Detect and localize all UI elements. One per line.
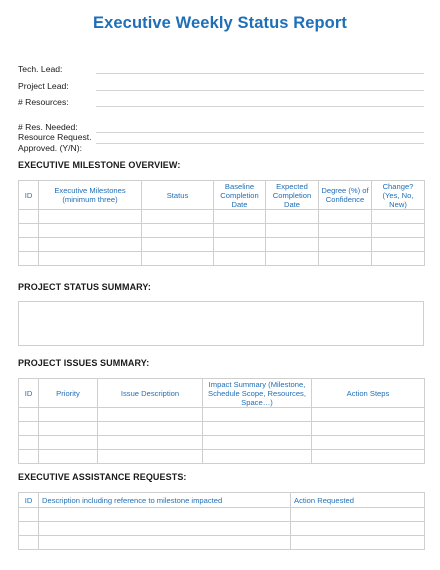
table-cell[interactable] <box>291 508 425 522</box>
table-cell[interactable] <box>98 436 203 450</box>
milestone-col-change: Change? (Yes, No, New) <box>372 181 425 210</box>
issues-table <box>18 378 425 464</box>
assistance-col-description: Description including reference to milestone impacted <box>39 493 291 508</box>
table-cell[interactable] <box>19 210 39 224</box>
table-cell[interactable] <box>19 408 39 422</box>
res-needed-field[interactable] <box>18 121 424 153</box>
issues-heading: PROJECT ISSUES SUMMARY: <box>18 358 150 368</box>
table-row[interactable] <box>19 422 425 436</box>
tech-lead-field[interactable] <box>18 62 424 79</box>
res-needed-spacer <box>18 112 424 122</box>
table-cell[interactable] <box>19 436 39 450</box>
table-cell[interactable] <box>19 508 39 522</box>
table-cell[interactable] <box>19 450 39 464</box>
table-cell[interactable] <box>203 422 312 436</box>
tech-lead-label: Tech. Lead: <box>18 64 63 74</box>
table-cell[interactable] <box>266 210 319 224</box>
table-cell[interactable] <box>319 238 372 252</box>
table-row[interactable] <box>19 536 425 550</box>
table-cell[interactable] <box>98 408 203 422</box>
table-cell[interactable] <box>142 210 214 224</box>
issues-header-row <box>19 379 425 408</box>
res-needed-line[interactable] <box>96 132 424 133</box>
table-cell[interactable] <box>372 238 425 252</box>
resources-label: # Resources: <box>18 97 69 107</box>
table-cell[interactable] <box>39 450 98 464</box>
table-cell[interactable] <box>319 224 372 238</box>
issues-col-id: ID <box>19 379 39 408</box>
table-row[interactable] <box>19 508 425 522</box>
table-cell[interactable] <box>39 522 291 536</box>
table-cell[interactable] <box>19 536 39 550</box>
table-cell[interactable] <box>319 210 372 224</box>
table-row[interactable] <box>19 238 425 252</box>
table-cell[interactable] <box>312 450 425 464</box>
resources-line[interactable] <box>96 106 424 107</box>
table-cell[interactable] <box>203 408 312 422</box>
milestone-table <box>18 180 425 266</box>
table-cell[interactable] <box>19 224 39 238</box>
table-cell[interactable] <box>266 238 319 252</box>
assistance-heading: EXECUTIVE ASSISTANCE REQUESTS: <box>18 472 187 482</box>
table-cell[interactable] <box>98 422 203 436</box>
table-cell[interactable] <box>214 224 266 238</box>
status-summary-heading: PROJECT STATUS SUMMARY: <box>18 282 151 292</box>
milestone-col-name: Executive Milestones (minimum three) <box>39 181 142 210</box>
table-cell[interactable] <box>291 536 425 550</box>
milestone-heading: EXECUTIVE MILESTONE OVERVIEW: <box>18 160 181 170</box>
milestone-col-baseline: Baseline Completion Date <box>214 181 266 210</box>
table-cell[interactable] <box>39 238 142 252</box>
status-summary-box[interactable] <box>18 301 424 346</box>
tech-lead-line[interactable] <box>96 73 424 74</box>
table-cell[interactable] <box>19 522 39 536</box>
table-cell[interactable] <box>312 408 425 422</box>
table-cell[interactable] <box>214 252 266 266</box>
issues-col-actions: Action Steps <box>312 379 425 408</box>
res-needed-label-text: # Res. Needed: <box>18 121 78 132</box>
table-cell[interactable] <box>19 238 39 252</box>
project-lead-label: Project Lead: <box>18 80 69 91</box>
res-needed-label <box>18 122 92 154</box>
assistance-table <box>18 492 425 550</box>
assistance-col-id: ID <box>19 493 39 508</box>
table-cell[interactable] <box>214 210 266 224</box>
assistance-header-row <box>19 493 425 508</box>
milestone-col-confidence: Degree (%) of Confidence <box>319 181 372 210</box>
table-cell[interactable] <box>39 408 98 422</box>
table-cell[interactable] <box>39 508 291 522</box>
table-cell[interactable] <box>291 522 425 536</box>
table-row[interactable] <box>19 522 425 536</box>
table-row[interactable] <box>19 450 425 464</box>
resource-request-line[interactable] <box>96 143 424 144</box>
table-cell[interactable] <box>39 252 142 266</box>
table-cell[interactable] <box>312 422 425 436</box>
table-cell[interactable] <box>39 536 291 550</box>
table-cell[interactable] <box>214 238 266 252</box>
issues-col-impact: Impact Summary (Milestone, Schedule Scope, Resources, Space…) <box>203 379 312 408</box>
project-lead-line[interactable] <box>96 90 424 91</box>
milestone-col-id: ID <box>19 181 39 210</box>
table-cell[interactable] <box>142 224 214 238</box>
table-row[interactable] <box>19 408 425 422</box>
table-cell[interactable] <box>39 224 142 238</box>
resources-field[interactable] <box>18 95 424 112</box>
milestone-col-status: Status <box>142 181 214 210</box>
table-cell[interactable] <box>142 252 214 266</box>
table-cell[interactable] <box>203 436 312 450</box>
project-info-fields <box>18 62 424 153</box>
table-row[interactable] <box>19 436 425 450</box>
table-cell[interactable] <box>39 422 98 436</box>
table-cell[interactable] <box>142 238 214 252</box>
table-cell[interactable] <box>372 252 425 266</box>
issues-col-priority: Priority <box>39 379 98 408</box>
table-cell[interactable] <box>372 210 425 224</box>
table-cell[interactable] <box>266 224 319 238</box>
project-lead-field[interactable] <box>18 79 424 96</box>
issues-col-description: Issue Description <box>98 379 203 408</box>
assistance-col-action: Action Requested <box>291 493 425 508</box>
table-cell[interactable] <box>39 436 98 450</box>
table-cell[interactable] <box>39 210 142 224</box>
table-cell[interactable] <box>19 252 39 266</box>
table-cell[interactable] <box>203 450 312 464</box>
resource-request-label-2: Approved. (Y/N): <box>18 142 82 153</box>
table-cell[interactable] <box>312 436 425 450</box>
table-cell[interactable] <box>372 224 425 238</box>
milestone-header-row <box>19 181 425 210</box>
resource-request-label-1: Resource Request. <box>18 132 92 142</box>
table-row[interactable] <box>19 224 425 238</box>
table-row[interactable] <box>19 252 425 266</box>
table-row[interactable] <box>19 210 425 224</box>
milestone-col-expected: Expected Completion Date <box>266 181 319 210</box>
table-cell[interactable] <box>319 252 372 266</box>
table-cell[interactable] <box>266 252 319 266</box>
table-cell[interactable] <box>98 450 203 464</box>
report-title: Executive Weekly Status Report <box>93 14 347 32</box>
table-cell[interactable] <box>19 422 39 436</box>
